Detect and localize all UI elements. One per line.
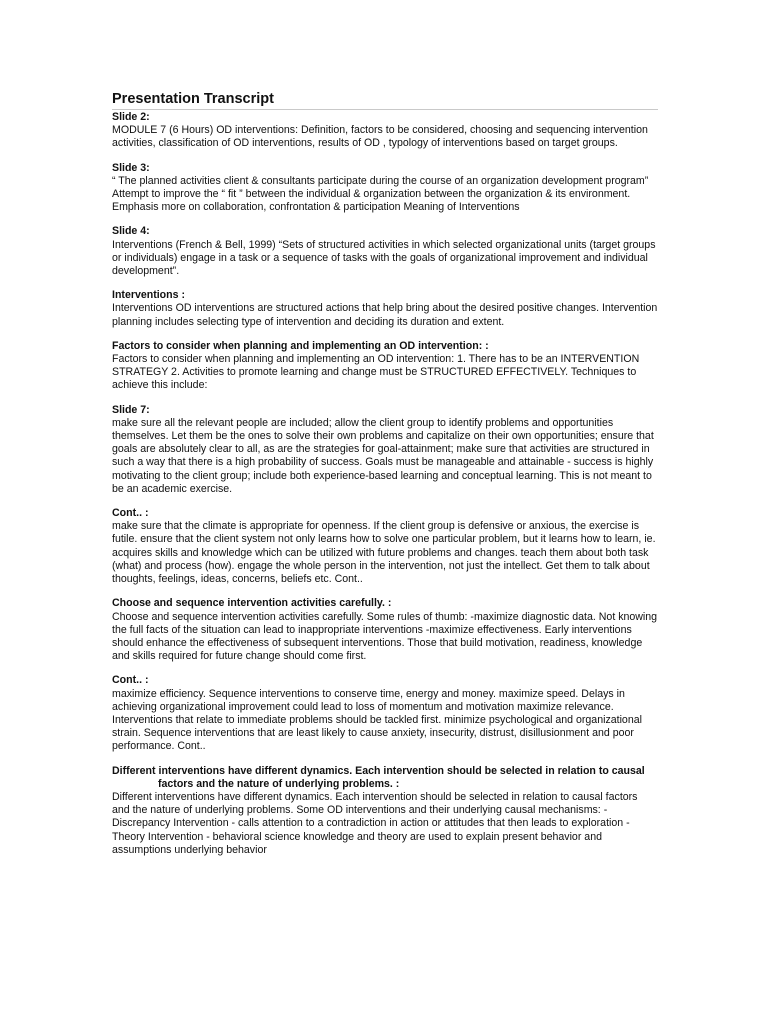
section-different-dynamics — [112, 765, 658, 857]
section-slide-4 — [112, 225, 658, 278]
section-choose-sequence — [112, 597, 658, 663]
transcript-page — [112, 90, 658, 868]
section-body: Different interventions have different dynamics. Each intervention should be selected in relation to causal factors and the nature of underlying problems. Some OD interventions and their underlying causal mechanisms: -Discrepancy Intervention - calls attention to a contradiction in action or attitudes that then leads to exploration -Theory Intervention - behavioral science knowledge and theory are used to explain present behavior and assumptions underlying behavior — [112, 790, 638, 856]
page-title: Presentation Transcript — [112, 90, 658, 110]
section-slide-7 — [112, 404, 658, 496]
section-slide-3 — [112, 162, 658, 215]
section-cont-2 — [112, 674, 658, 753]
section-body: MODULE 7 (6 Hours) OD interventions: Definition, factors to be considered, choosing and sequencing intervention activities, classification of OD interventions, results of OD , typology of interventions based on target groups. — [112, 124, 648, 150]
section-factors — [112, 340, 658, 393]
section-heading: Different interventions have different dynamics. Each intervention should be selected in relation to causal factors and the nature of underlying problems. : — [112, 764, 645, 790]
section-body: “ The planned activities client & consultants participate during the course of an organization development program” Attempt to improve the “ fit ” between the individual & organization between the organization & its environment. Emphasis more on collaboration, confrontation & participation Meaning of Interventions — [112, 174, 649, 214]
section-body: maximize efficiency. Sequence interventions to conserve time, energy and money. maximize speed. Delays in achieving organizational improvement could lead to loss of momentum and motivation maximize relevance. Interventions that relate to immediate problems should be tackled first. minimize psychological and organizational strain. Sequence interventions that are least likely to cause anxiety, insecurity, distrust, disillusionment and poor performance. Cont.. — [112, 687, 642, 753]
section-cont-1 — [112, 507, 658, 586]
section-heading: Cont.. : — [112, 674, 149, 687]
section-body: Interventions OD interventions are structured actions that help bring about the desired positive changes. Intervention planning includes selecting type of intervention and deciding its duration and extent. — [112, 302, 658, 328]
section-heading: Slide 2: — [112, 111, 150, 123]
section-heading: Slide 7: — [112, 403, 150, 416]
section-slide-2 — [112, 111, 658, 151]
section-interventions — [112, 289, 658, 329]
section-body: Choose and sequence intervention activities carefully. Some rules of thumb: -maximize diagnostic data. Not knowing the full facts of the situation can lead to inappropriate interventions -maximize effectiveness. Early interventions should enhance the effectiveness of subsequent interventions. Those that build motivation, readiness, knowledge and skills required for future change should come first. — [112, 610, 658, 663]
section-heading: Choose and sequence intervention activities carefully. : — [112, 597, 392, 610]
section-heading: Slide 4: — [112, 225, 150, 238]
section-body: Factors to consider when planning and implementing an OD intervention: 1. There has to be an INTERVENTION STRATEGY 2. Activities to promote learning and change must be STRUCTURED EFFECTIVELY. Techniques to achieve this include: — [112, 353, 640, 392]
section-heading: Interventions : — [112, 289, 185, 302]
section-body: make sure that the climate is appropriate for openness. If the client group is defensive or anxious, the exercise is futile. ensure that the client system not only learns how to solve one particular problem, but it learns how to learn, ie. acquires skills and knowledge which can be utilized with future problems and changes. teach them about both task (what) and process (how). engage the whole person in the intervention, not just the intellect. Get them to talk about thoughts, feelings, ideas, concerns, beliefs etc. Cont.. — [112, 520, 656, 586]
section-body: make sure all the relevant people are included; allow the client group to identify problems and opportunities themselves. Let them be the ones to solve their own problems and capitalize on their own opportunities; ensure that goals are absolutely clear to all, as are the strategies for goal-attainment; make sure that activities are structured in such a way that there is a high probability of success. Goals must be manageable and attainable - success is highly motivating to the client group; include both experience-based learning and conceptual learning. This is not meant to be an academic exercise. — [112, 416, 654, 495]
section-body: Interventions (French & Bell, 1999) “Sets of structured activities in which selected organizational units (target groups or individuals) engage in a task or a sequence of tasks with the goals of organizational improvement and individual development”. — [112, 238, 656, 278]
section-heading: Slide 3: — [112, 161, 150, 174]
section-heading: Cont.. : — [112, 507, 149, 520]
section-heading: Factors to consider when planning and implementing an OD intervention: : — [112, 339, 489, 352]
